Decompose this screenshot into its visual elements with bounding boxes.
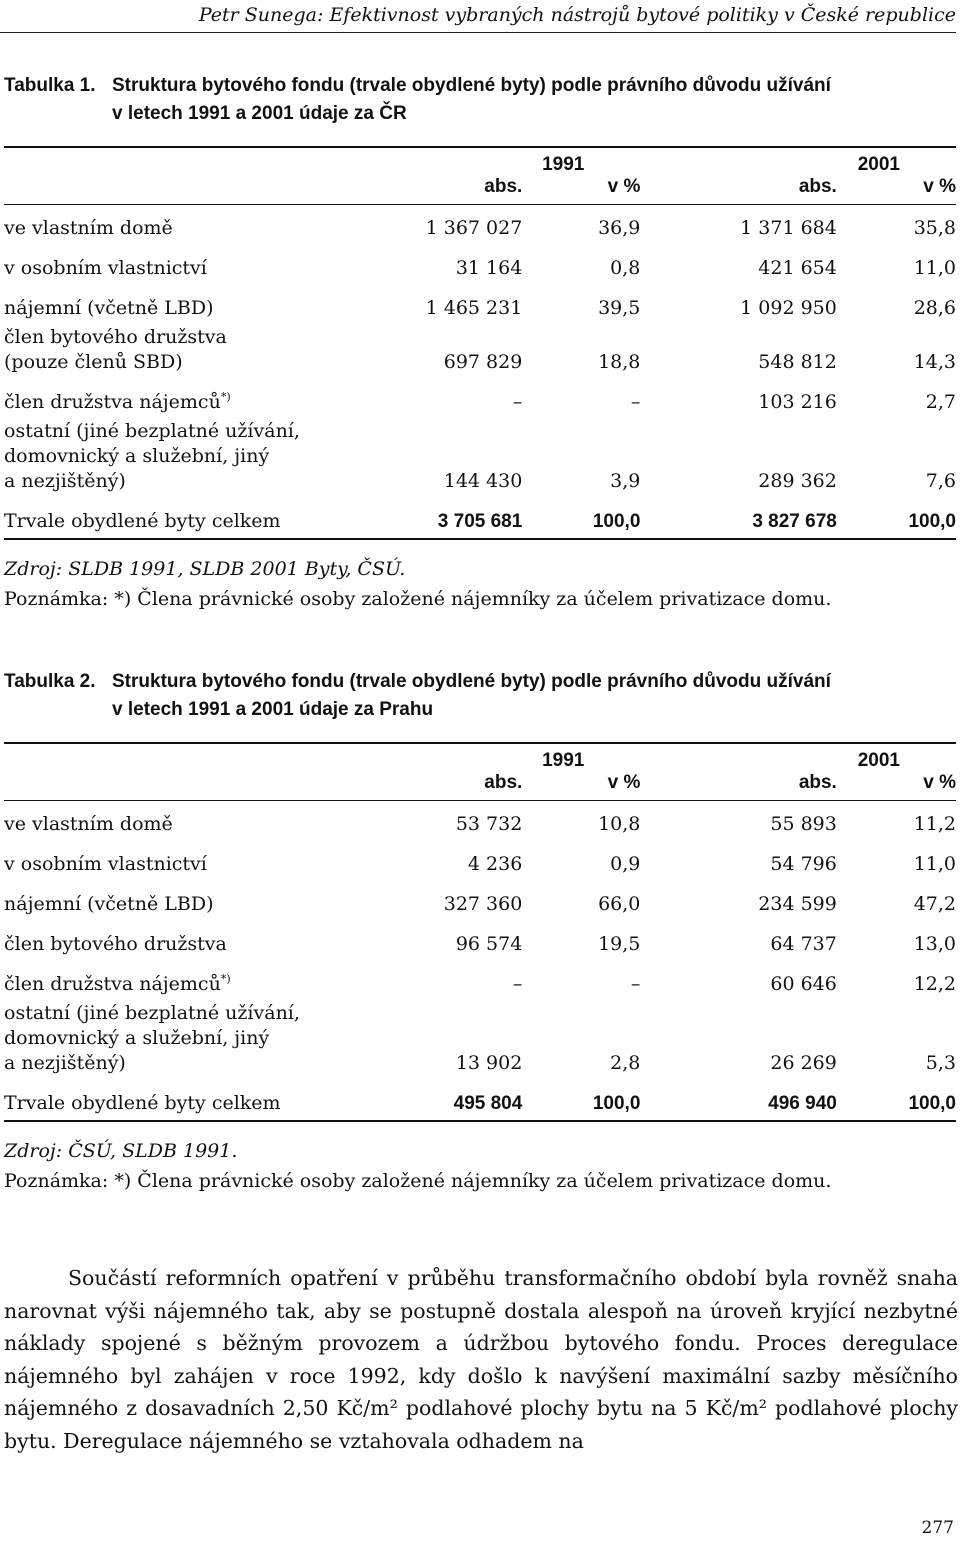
table-cell: 35,8 (913, 217, 956, 239)
table-row (4, 921, 956, 961)
table-cell: 100,0 (522, 498, 640, 539)
table-cell: 11,0 (913, 257, 956, 279)
table-row (4, 841, 956, 881)
table-cell: 47,2 (913, 893, 956, 915)
row-label: ve vlastním domě (4, 217, 173, 239)
table-cell: 13,0 (913, 933, 956, 955)
table-cell: 7,6 (925, 470, 956, 492)
table-cell: 14,3 (913, 351, 956, 373)
row-label: Trvale obydlené byty celkem (4, 1080, 412, 1121)
column-header: abs. (640, 772, 836, 801)
footnote-marker: *) (220, 390, 231, 404)
header-empty-cell (4, 772, 412, 801)
year-header: 1991 (412, 743, 641, 772)
table-cell: 697 829 (443, 351, 523, 373)
table-cell: 1 465 231 (425, 297, 523, 319)
table-cell: 28,6 (913, 297, 956, 319)
table-cell: 60 646 (770, 973, 837, 995)
table-cell: 100,0 (522, 1080, 640, 1121)
column-header: abs. (412, 772, 523, 801)
table-row (4, 205, 956, 246)
subheader-row (4, 176, 956, 205)
table-title-line: v letech 1991 a 2001 údaje za Prahu (112, 699, 434, 720)
table-title-line: v letech 1991 a 2001 údaje za ČR (112, 103, 407, 124)
table-row (4, 1001, 956, 1080)
table-source: Zdroj: SLDB 1991, SLDB 2001 Byty, ČSÚ. (4, 558, 406, 580)
column-header: v % (837, 772, 956, 801)
row-label: ostatní (jiné bezplatné užívání, domovnický a služební, jiný a nezjištěný) (4, 1002, 300, 1074)
table-notes (4, 554, 956, 614)
table-note: Poznámka: *) Člena právnické osoby založené nájemníky za účelem privatizace domu. (4, 588, 832, 610)
year-header: 2001 (640, 743, 956, 772)
running-header: Petr Sunega: Efektivnost vybraných nástrojů bytové politiky v České republice (0, 4, 956, 33)
year-header: 1991 (412, 147, 641, 176)
column-header: v % (522, 176, 640, 205)
table-title-line: Struktura bytového fondu (trvale obydlené byty) podle právního důvodu užívání (112, 75, 831, 96)
table-cell: 13 902 (455, 1052, 523, 1074)
table-row (4, 245, 956, 285)
table-cell: 11,2 (913, 813, 956, 835)
table-cell: 2,7 (925, 391, 956, 413)
table-row (4, 285, 956, 325)
table-row (4, 961, 956, 1001)
total-row (4, 498, 956, 539)
table-cell: – (630, 973, 641, 995)
table-note: Poznámka: *) Člena právnické osoby založené nájemníky za účelem privatizace domu. (4, 1170, 832, 1192)
column-header: abs. (412, 176, 523, 205)
footnote-marker: *) (220, 972, 231, 986)
body-paragraph: Součástí reformních opatření v průběhu transformačního období byla rovněž snaha narovnat výši nájemného tak, aby se postupně dostala alespoň na úroveň kryjící nezbytné náklady spojené s běžným provozem a údržbou bytového fondu. Proces deregulace nájemného byl zahájen v roce 1992, kdy došlo k navýšení maximální sazby měsíčního nájemného z dosavadních 2,50 Kč/m² podlahové plochy bytu na 5 Kč/m² podlahové plochy bytu. Deregulace nájemného se vztahovala odhadem na (4, 1266, 958, 1453)
row-label: člen družstva nájemců*) (4, 390, 231, 413)
table-cell: 495 804 (412, 1080, 523, 1121)
table-caption (4, 668, 956, 724)
data-table (4, 742, 956, 1122)
table-row (4, 325, 956, 379)
table-cell: 55 893 (770, 813, 837, 835)
total-row (4, 1080, 956, 1121)
header-empty-cell (4, 176, 412, 205)
table-cell: 31 164 (455, 257, 523, 279)
header-empty-cell (4, 147, 412, 176)
table-notes (4, 1136, 956, 1196)
table-cell: 548 812 (758, 351, 837, 373)
table-cell: 39,5 (598, 297, 641, 319)
row-label: ve vlastním domě (4, 813, 173, 835)
data-table (4, 146, 956, 540)
table-cell: 289 362 (758, 470, 837, 492)
row-label: ostatní (jiné bezplatné užívání, domovnický a služební, jiný a nezjištěný) (4, 420, 300, 492)
table-2 (4, 668, 956, 1196)
table-cell: 1 367 027 (425, 217, 523, 239)
column-header: v % (837, 176, 956, 205)
table-cell: 144 430 (443, 470, 523, 492)
table-title (112, 668, 956, 724)
table-cell: 26 269 (770, 1052, 837, 1074)
table-row (4, 379, 956, 419)
row-label: člen družstva nájemců*) (4, 972, 231, 995)
table-row (4, 881, 956, 921)
table-cell: 327 360 (443, 893, 523, 915)
row-label: člen bytového družstva (4, 933, 227, 955)
row-label: Trvale obydlené byty celkem (4, 498, 412, 539)
table-cell: 421 654 (758, 257, 837, 279)
table-row (4, 801, 956, 842)
subheader-row (4, 772, 956, 801)
table-label: Tabulka 1. (4, 75, 96, 96)
table-cell: 64 737 (770, 933, 837, 955)
table-cell: 4 236 (467, 853, 523, 875)
table-cell: 103 216 (758, 391, 837, 413)
year-header-row (4, 147, 956, 176)
table-title (112, 72, 956, 128)
table-cell: 496 940 (640, 1080, 836, 1121)
header-empty-cell (4, 743, 412, 772)
table-cell: 3,9 (610, 470, 641, 492)
table-cell: 66,0 (598, 893, 641, 915)
table-cell: 12,2 (913, 973, 956, 995)
row-label: nájemní (včetně LBD) (4, 297, 214, 319)
page-number: 277 (921, 1518, 954, 1538)
table-cell: 18,8 (598, 351, 641, 373)
table-cell: 100,0 (837, 1080, 956, 1121)
table-cell: 19,5 (598, 933, 641, 955)
table-cell: – (512, 973, 523, 995)
table-cell: 36,9 (598, 217, 641, 239)
year-header-row (4, 743, 956, 772)
table-1 (4, 72, 956, 614)
column-header: v % (522, 772, 640, 801)
row-label: v osobním vlastnictví (4, 257, 207, 279)
table-cell: 10,8 (598, 813, 641, 835)
column-header: abs. (640, 176, 836, 205)
row-label: člen bytového družstva (pouze členů SBD) (4, 326, 227, 373)
table-cell: 0,8 (610, 257, 641, 279)
table-cell: 11,0 (913, 853, 956, 875)
table-row (4, 419, 956, 498)
table-cell: 96 574 (455, 933, 523, 955)
table-cell: 54 796 (770, 853, 837, 875)
row-label: v osobním vlastnictví (4, 853, 207, 875)
table-source: Zdroj: ČSÚ, SLDB 1991. (4, 1140, 238, 1162)
table-cell: – (512, 391, 523, 413)
table-cell: 5,3 (925, 1052, 956, 1074)
table-cell: 3 705 681 (412, 498, 523, 539)
table-cell: 53 732 (455, 813, 523, 835)
table-caption (4, 72, 956, 128)
table-cell: 3 827 678 (640, 498, 836, 539)
table-cell: – (630, 391, 641, 413)
table-cell: 1 371 684 (740, 217, 837, 239)
table-cell: 2,8 (610, 1052, 641, 1074)
table-title-line: Struktura bytového fondu (trvale obydlené byty) podle právního důvodu užívání (112, 671, 831, 692)
row-label: nájemní (včetně LBD) (4, 893, 214, 915)
table-label: Tabulka 2. (4, 671, 96, 692)
table-cell: 100,0 (837, 498, 956, 539)
table-cell: 0,9 (610, 853, 641, 875)
year-header: 2001 (640, 147, 956, 176)
table-cell: 1 092 950 (740, 297, 837, 319)
table-cell: 234 599 (758, 893, 837, 915)
